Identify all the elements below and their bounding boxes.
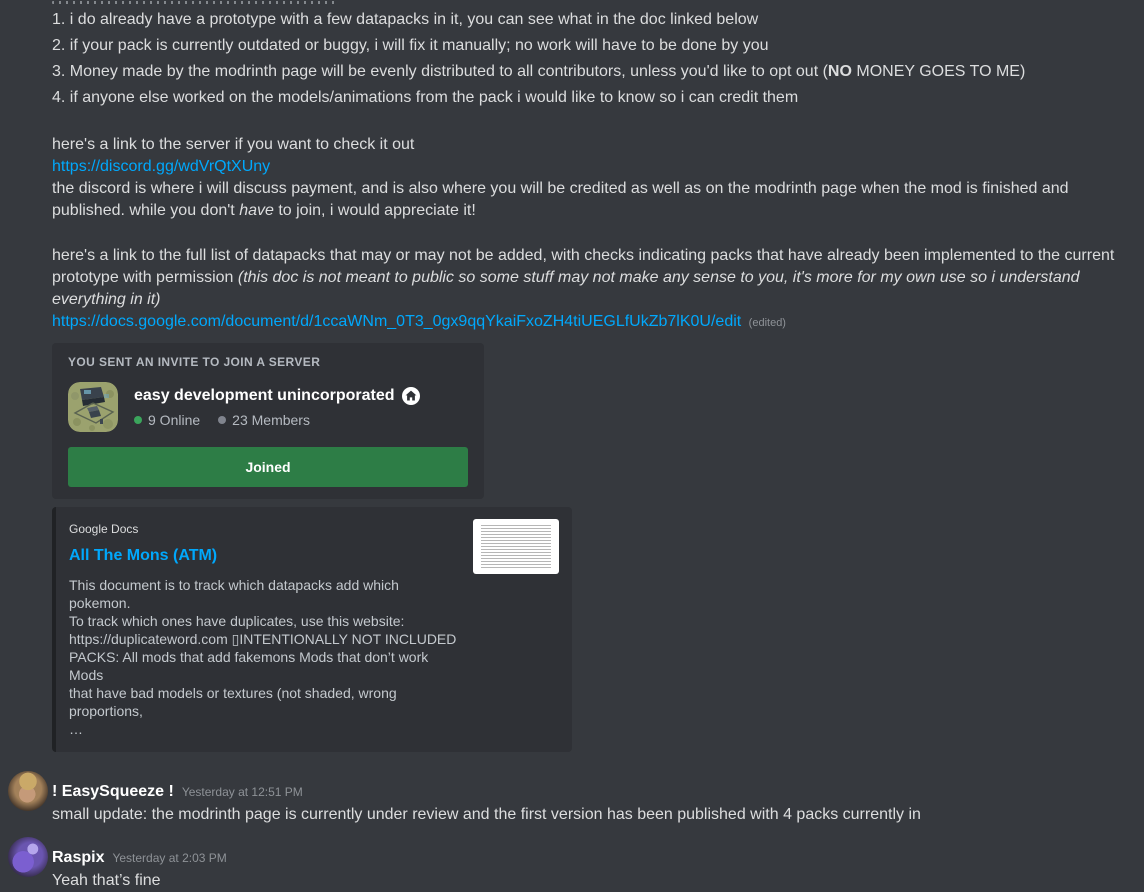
docs-description-line: To track which ones have duplicates, use this website: [69,613,405,629]
message-text-run: here's a link to the server if you want to check it out [52,136,415,153]
joined-button[interactable]: Joined [68,447,468,487]
docs-description [69,576,464,738]
chat-messages [0,1,1144,889]
docs-title-link[interactable]: All The Mons (ATM) [69,547,218,564]
server-invite-embed [52,343,484,499]
message-paragraph [52,311,1134,334]
invite-header: YOU SENT AN INVITE TO JOIN A SERVER [68,355,321,369]
server-name: easy development unincorporated [134,387,395,404]
timestamp: Yesterday at 2:03 PM [112,851,227,865]
message-text: small update: the modrinth page is currently under review and the first version has been published with 4 packs currently in [52,806,921,823]
embed-provider: Google Docs [69,522,139,536]
docs-description-line: … [69,721,83,737]
message-text-run: NO [827,63,852,80]
message-text-run: the discord is where i will discuss payment, and is also where you will be credited as well as on the modrinth page when the mod is finished and published. while you don't [52,180,1069,219]
message-text-run: 1. i do already have a prototype with a few datapacks in it, you can see what in the doc linked below [52,11,759,28]
server-presence-row [134,412,420,428]
author-name[interactable]: ! EasySqueeze ! [52,783,174,800]
message-paragraph [52,85,1134,111]
timestamp: Yesterday at 12:51 PM [181,785,303,799]
docs-description-line: https://duplicateword.com ▯INTENTIONALLY NOT INCLUDED [69,631,457,647]
document-preview-thumbnail[interactable] [473,519,559,574]
message-text: Yeah that’s fine [52,872,161,889]
message-text-run: here's a link to the full list of datapacks that may or may not be added, with checks indicating packs that have already been implemented to the current prototype with permission [52,247,1115,286]
google-docs-embed [52,507,572,752]
edited-label: (edited) [748,317,786,329]
home-icon [402,387,420,405]
message-paragraph [52,59,1134,85]
message-text-run: to join, i would appreciate it! [273,202,476,219]
avatar[interactable] [8,837,48,877]
message-text-run: (this doc is not meant to public so some stuff may not make any sense to you, it's more for my own use so i understand everything in it) [52,269,1080,308]
message-paragraph [52,7,1134,33]
clipped-message-line [52,1,339,4]
message-paragraph [52,156,1134,178]
invite-main-row [68,382,468,432]
members-dot-icon [218,416,226,424]
minecraft-server-icon [68,382,118,432]
message-header [52,848,1144,868]
message-paragraph [52,178,1134,222]
message-text-run: 3. Money made by the modrinth page will be evenly distributed to all contributors, unless you'd like to opt out ( [52,63,828,80]
online-dot-icon [134,416,142,424]
author-name[interactable]: Raspix [52,849,105,866]
message-text-run: have [239,202,274,219]
message-paragraph [52,134,1134,156]
message-paragraph [52,33,1134,59]
message-text-block [52,7,1134,334]
members-label: 23 Members [232,412,310,428]
avatar[interactable] [8,771,48,811]
invite-info [134,386,420,428]
message-group [52,770,1144,826]
message-text-run: 4. if anyone else worked on the models/animations from the pack i would like to know so i can credit them [52,89,799,106]
docs-description-line: PACKS: All mods that add fakemons Mods that don’t work Mods [69,649,429,683]
message-text-run: 2. if your pack is currently outdated or buggy, i will fix it manually; no work will have to be done by you [52,37,769,54]
online-count [134,412,200,428]
online-label: 9 Online [148,412,201,428]
message-link[interactable]: https://docs.google.com/document/d/1ccaWNm_0T3_0gx9qqYkaiFxoZH4tiUEGLfUkZb7lK0U/edit [52,313,742,330]
message-group [52,836,1144,892]
message-link[interactable]: https://discord.gg/wdVrQtXUny [52,158,271,175]
thumbnail-text-lines [481,525,551,568]
message-text-run: MONEY GOES TO ME) [851,63,1026,80]
members-count [218,412,310,428]
docs-description-line: This document is to track which datapacks add which pokemon. [69,577,399,611]
docs-description-line: that have bad models or textures (not shaded, wrong proportions, [69,685,397,719]
message-header [52,782,1144,802]
message-paragraph [52,245,1134,311]
server-name-row [134,386,420,406]
